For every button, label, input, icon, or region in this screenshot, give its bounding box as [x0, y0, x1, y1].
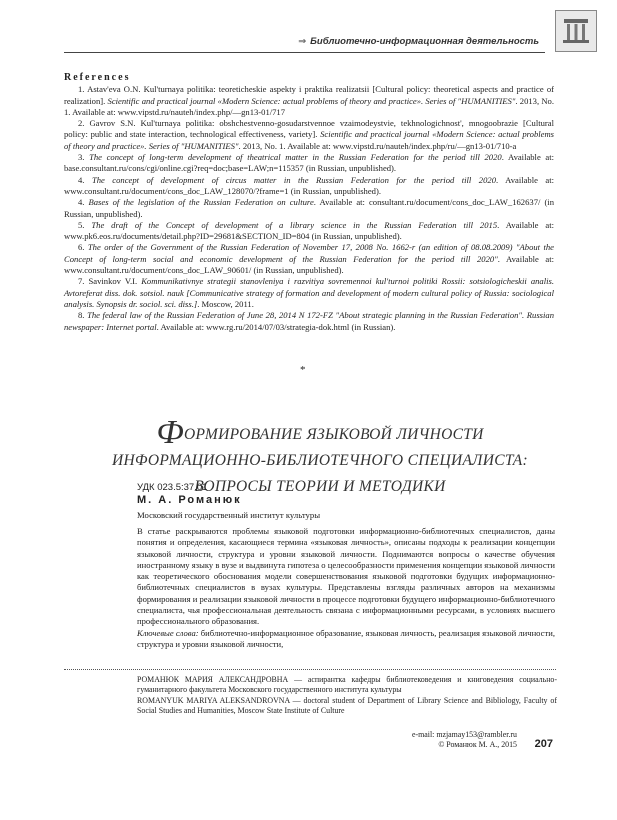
reference-tail: . Available at: base.consultant.ru/cons/cgi/online.cgi?req=doc;base=LAW;n=115357 (in Russian, unpublished). — [64, 152, 554, 174]
reference-item — [64, 84, 554, 118]
copyright: © Романюк М. А., 2015 — [438, 740, 517, 750]
reference-num: 6. — [78, 242, 85, 253]
reference-num: 5. — [78, 219, 85, 230]
title-text: ОРМИРОВАНИЕ ЯЗЫКОВОЙ ЛИЧНОСТИ ИНФОРМАЦИОННО-БИБЛИОТЕЧНОГО СПЕЦИАЛИСТА: ВОПРОСЫ ТЕОРИИ И МЕТОДИКИ — [111, 426, 529, 495]
references-heading: References — [64, 72, 131, 83]
reference-item — [64, 118, 554, 152]
abstract — [137, 526, 555, 650]
reference-tail: . 2013, No. 1. Available at: www.vipstd.ru/nauteh/index.php/ru/—gn13-01/710-a — [238, 140, 517, 151]
keywords-text: библиотечно-информационное образование, языковая личность, реализация языковой личности, структура и уровни языковой личности, — [137, 627, 555, 649]
reference-italic: The draft of the Concept of development of a library science in the Russian Federation till 2015 — [91, 219, 498, 230]
bio-ru: РОМАНЮК МАРИЯ АЛЕКСАНДРОВНА — аспирантка кафедры библиотековедения и книговедения социально-гуманитарного факультета Московского государственного института культуры — [137, 675, 557, 695]
reference-tail: . Available at: www.consultant.ru/document/cons_doc_LAW_128070/?frame=1 (in Russian, unpublished). — [64, 174, 554, 196]
reference-num: 3. — [78, 152, 85, 163]
reference-italic: The order of the Government of the Russian Federation of November 17, 2008 No. 1662-r (an edition of 08.08.2009) "About the Concept of long-term social and economic development of the Russian Federation for the period till 2020" — [64, 242, 554, 264]
reference-item — [64, 197, 554, 220]
header-rule — [64, 52, 545, 53]
author-affiliation: Московский государственный институт культуры — [137, 510, 321, 520]
reference-italic: The concept of long-term development of theatrical matter in the Russian Federation for the period till 2020 — [89, 152, 502, 163]
running-header — [0, 30, 617, 64]
reference-item — [64, 220, 554, 243]
separator-star: * — [300, 364, 306, 376]
reference-num: 2. — [78, 118, 85, 129]
reference-tail: . 2013, No. 1. Available at: www.vipstd.ru/nauteh/index.php/—gn13-01/717 — [64, 95, 554, 117]
footnote-divider — [64, 669, 556, 670]
author-name: М. А. Романюк — [137, 494, 242, 506]
reference-italic: Scientific and practical journal «Modern Science: actual problems of theory and practice». Series of "HUMANITIES" — [107, 95, 516, 106]
references-list — [64, 84, 554, 333]
reference-tail: . Available at: www.consultant.ru/document/cons_doc_LAW_90601/ (in Russian, unpublished). — [64, 253, 554, 276]
keywords — [137, 628, 555, 651]
keywords-label: Ключевые слова: — [137, 627, 199, 638]
reference-tail: . Moscow, 2011. — [197, 298, 254, 309]
email: e-mail: mzjamay153@rambler.ru — [412, 730, 517, 739]
reference-tail: . Available at: consultant.ru/document/cons_doc_LAW_162637/ (in Russian, unpublished). — [64, 197, 554, 219]
arrow-icon: ⇒ — [298, 36, 307, 47]
reference-italic: The federal law of the Russian Federation of June 28, 2014 N 172-FZ "About strategic planning in the Russian Federation". Russian newspaper: Internet portal — [64, 310, 554, 332]
reference-tail: . Available at: www.rg.ru/2014/07/03/strategia-dok.html (in Russian). — [156, 321, 396, 332]
reference-italic: The concept of development of circus matter in the Russian Federation for the period till 2020 — [91, 174, 496, 185]
reference-num: 1. — [78, 84, 85, 95]
reference-italic: Bases of the legislation of the Russian Federation on culture — [88, 197, 314, 208]
reference-item — [64, 310, 554, 333]
reference-tail: . Available at: www.pk6.eos.ru/documents/detail.php?ID=29681&SECTION_ID=804 (in Russian, unpublished). — [64, 219, 554, 242]
section-title: ⇒ Библиотечно-информационная деятельность — [298, 36, 539, 47]
page-number: 207 — [534, 738, 553, 750]
reference-item — [64, 152, 554, 175]
contact-block — [412, 730, 517, 751]
reference-num: 8. — [78, 310, 85, 321]
reference-num: 7. — [78, 276, 85, 287]
reference-num: 4. — [78, 197, 85, 208]
reference-plain: Gavrov S.N. Kul'turnaya politika: obshchestvenno-gosudarstvennoe vzaimodeystvie, tekhnologichnost', mnogoobrazie [Cultural policy: public and state interaction, technological effectiveness, variety]. — [64, 118, 554, 140]
journal-logo-icon — [555, 10, 597, 52]
author-bio — [137, 675, 557, 716]
reference-plain: Savinkov V.I. — [88, 276, 142, 287]
reference-item — [64, 175, 554, 198]
reference-num: 4. — [78, 174, 85, 185]
bio-en: ROMANYUK MARIYA ALEKSANDROVNA — doctoral student of Department of Library Science and Bibliology, Faculty of Social Studies and Humanities, Moscow State Institute of Culture — [137, 695, 557, 715]
reference-item — [64, 242, 554, 276]
udk-code: УДК 023.5:37.01 — [137, 482, 208, 493]
reference-item — [64, 276, 554, 310]
reference-italic: Scientific and practical journal «Modern Science: actual problems of theory and practice». Series of "HUMANITIES" — [64, 129, 554, 151]
title-drop-cap: Ф — [156, 414, 184, 451]
references-section — [64, 72, 554, 333]
reference-plain: Astav'eva O.N. Kul'turnaya politika: teoreticheskie aspekty i praktika realizatsii [Cultural policy: theoretical aspects and practice of realization]. — [64, 84, 554, 106]
abstract-text: В статье раскрываются проблемы языковой подготовки информационно-библиотечных специалистов, даны понятия и определения, касающиеся термина «языковая личность», описаны подходы к реализации концепции языковой личности, структура и уровни языковой личности. Поднимаются вопросы о качестве обучения иностранному языку в вузе и выдвинута гипотеза о целесообразности применения концепции языковой личности как теоретического обоснования модели совершенствования языковой подготовки будущих информационно-библиотечных специалистов в вузах культуры. Представлены взгляды различных авторов на механизмы формирования и реализации языковой личности в процессе подготовки будущего информационно-библиотечного специалиста, чья профессиональная деятельность связана с информационными ресурсами, в условиях высшего профессионального образования. — [137, 526, 555, 627]
reference-italic: Kommunikativnye strategii stanovleniya i razvitiya sovremennoi kul'turnoi politiki Rossii: sotsiologicheskii analis. Avtoreferat diss. dok. sotsiol. nauk [Communicative strategy of formation and development of modern cultural policy of Russia: sociological analysis. Synopsis dr. sociol. sci. diss.] — [64, 276, 554, 309]
